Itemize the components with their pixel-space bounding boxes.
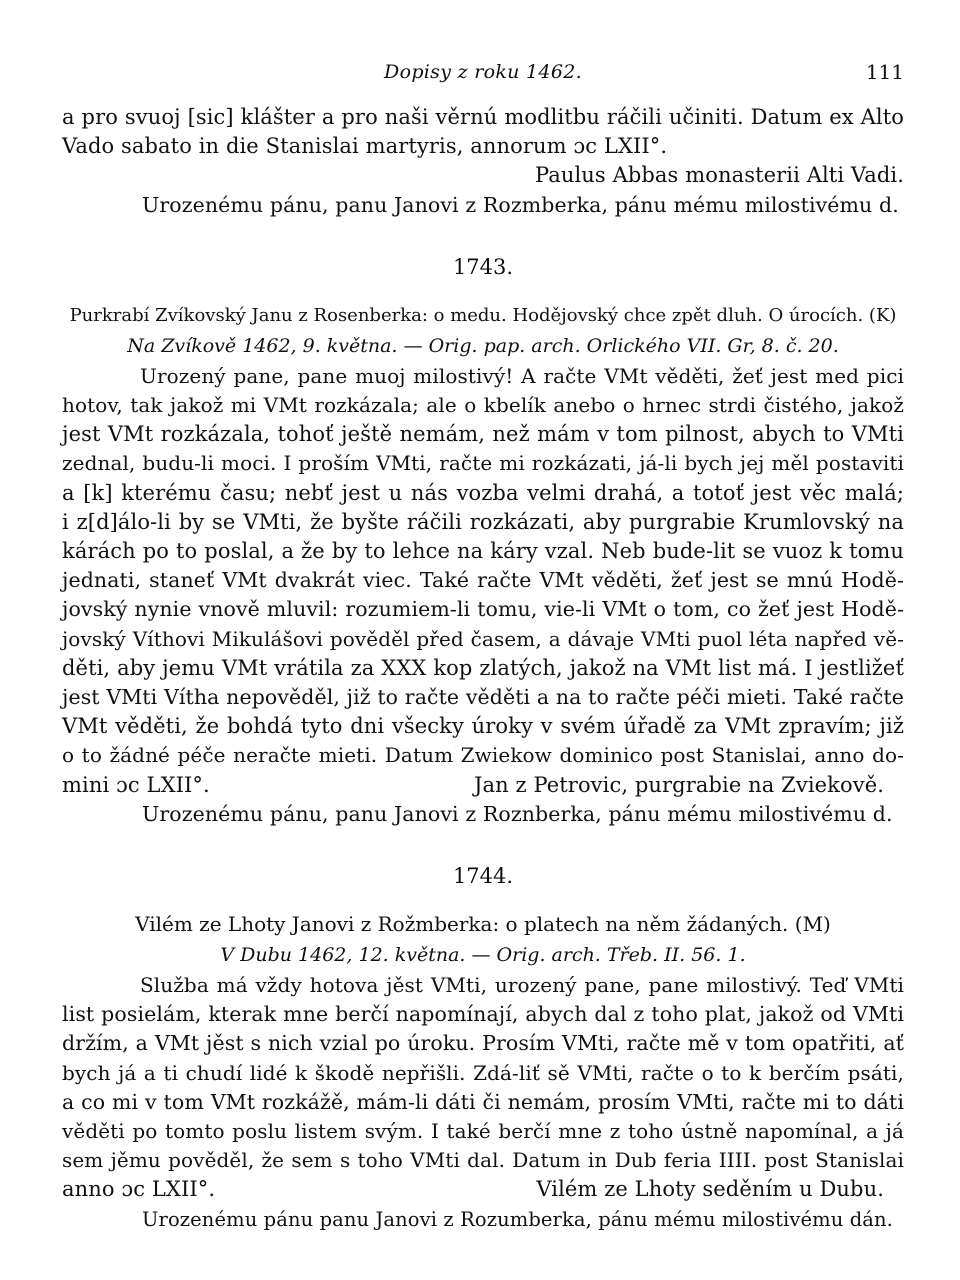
entry-summary: Vilém ze Lhoty Janovi z Rožmberka: o platech na něm žádaných. (M): [135, 912, 831, 937]
text-line: Služba má vždy hotova jěst VMti, urozený pane, pane milostivý. Teď VMti: [140, 973, 904, 998]
text-line: Vado sabato in die Stanislai martyris, annorum ɔc LXII°.: [62, 134, 668, 159]
text-line: děti, aby jemu VMt vrátila za XXX kop zlatých, jakož na VMt list má. I jestližeť: [62, 655, 904, 680]
text-line: mini ɔc LXII°.: [62, 772, 210, 797]
text-line: o to žádné péče neračte mieti. Datum Zwiekow dominico post Stanislai, anno do-: [62, 743, 904, 768]
page-body: [62, 103, 904, 1234]
entry-number: 1744.: [452, 864, 514, 889]
letter-signature: Paulus Abbas monasterii Alti Vadi.: [534, 163, 904, 188]
letter-address: Urozenému pánu, panu Janovi z Roznberka, pánu mému milostivému d.: [142, 801, 893, 826]
text-line: Urozený pane, pane muoj milostivý! A račte VMt věděti, žeť jest med pici: [140, 363, 904, 388]
text-line: jovský nynie vnově mluvil: rozumiem-li tomu, vie-li VMt o tom, co žeť jest Hodě-: [62, 597, 904, 622]
text-line: věděti po tomto poslu listem svým. I také berčí mne z toho ústně napomínal, a já: [62, 1119, 904, 1144]
text-line: anno ɔc LXII°.: [62, 1177, 216, 1202]
text-line: list posielám, kterak mne berčí napomínají, abych dal z toho plat, jakož od VMti: [62, 1002, 904, 1027]
letter-entry-1744: [62, 861, 904, 1234]
text-line: a pro svuoj [sic] klášter a pro naši věrnú modlitbu ráčili učiniti. Datum ex Alto: [62, 105, 904, 129]
letter-entry-1743: [62, 252, 904, 829]
letter-address: Urozenému pánu, panu Janovi z Rozmberka, pánu mému milostivému d.: [142, 192, 899, 217]
text-line: jednati, staneť VMt dvakrát viec. Také račte VMt věděti, žeť jest se mnú Hodě-: [62, 568, 904, 593]
text-line: i z[d]álo-li by se VMti, že byšte ráčili rozkázati, aby purgrabie Krumlovský na: [62, 509, 904, 534]
previous-letter-ending: [62, 103, 904, 220]
text-line: a co mi v tom VMt rozkážě, mám-li dáti či nemám, prosím VMti, račte mi to dáti: [62, 1089, 904, 1114]
text-line: sem jěmu pověděl, že sem s toho VMti dal. Datum in Dub feria IIII. post Stanislai: [62, 1148, 904, 1173]
letter-address: Urozenému pánu panu Janovi z Rozumberka, pánu mému milostivému dán.: [142, 1207, 893, 1231]
entry-summary: Purkrabí Zvíkovský Janu z Rosenberka: o medu. Hodějovský chce zpět dluh. O úrocích. (K): [69, 304, 897, 326]
running-title: Dopisy z roku 1462.: [384, 61, 582, 83]
entry-source: V Dubu 1462, 12. května. — Orig. arch. Třeb. II. 56. 1.: [220, 944, 746, 967]
text-line: a [k] kterému času; nebť jest u nás vozba velmi drahá, a totoť jest věc malá;: [62, 480, 904, 505]
closing-line: [62, 1175, 904, 1204]
text-line: bych já a ti chudí lidé k škodě nepřišli. Zdá-liť sě VMti, račte o to k berčím psáti,: [62, 1060, 904, 1085]
letter-signature: Jan z Petrovic, purgrabie na Zviekově.: [473, 772, 884, 797]
text-line: jovský Víthovi Mikulášovi pověděl před časem, a dávaje VMti puol léta napřed vě-: [62, 626, 904, 651]
closing-line: [62, 771, 904, 800]
text-line: hotov, tak jakož mi VMt rozkázala; ale o kbelík anebo o hrnec strdi čistého, jakož: [62, 393, 904, 418]
text-line: jest VMt rozkázala, tohoť ještě nemám, než mám v tom pilnost, abych to VMti: [62, 422, 904, 447]
text-line: zednal, budu-li moci. I proším VMti, račte mi rozkázati, já-li bych jej měl postaviti: [62, 451, 904, 476]
letter-signature: Vilém ze Lhoty seděním u Dubu.: [536, 1177, 884, 1202]
text-line: držím, a VMt jěst s nich vzial po úroku. Prosím VMti, račte mě v tom opatřiti, ať: [62, 1031, 904, 1056]
page-header: [62, 57, 904, 91]
entry-source: Na Zvíkově 1462, 9. května. — Orig. pap. arch. Orlického VII. Gr, 8. č. 20.: [127, 334, 839, 357]
page-number: 111: [865, 60, 904, 84]
text-line: VMt věděti, že bohdá tyto dni všecky úroky v svém úřadě za VMt zpravím; již: [62, 714, 904, 739]
text-line: jest VMti Vítha nepověděl, již to račte věděti a na to račte péči mieti. Také račte: [62, 685, 904, 710]
text-line: kárách po to poslal, a že by to lehce na káry vzal. Neb bude-lit se vuoz k tomu: [62, 539, 904, 564]
entry-number: 1743.: [452, 254, 514, 279]
